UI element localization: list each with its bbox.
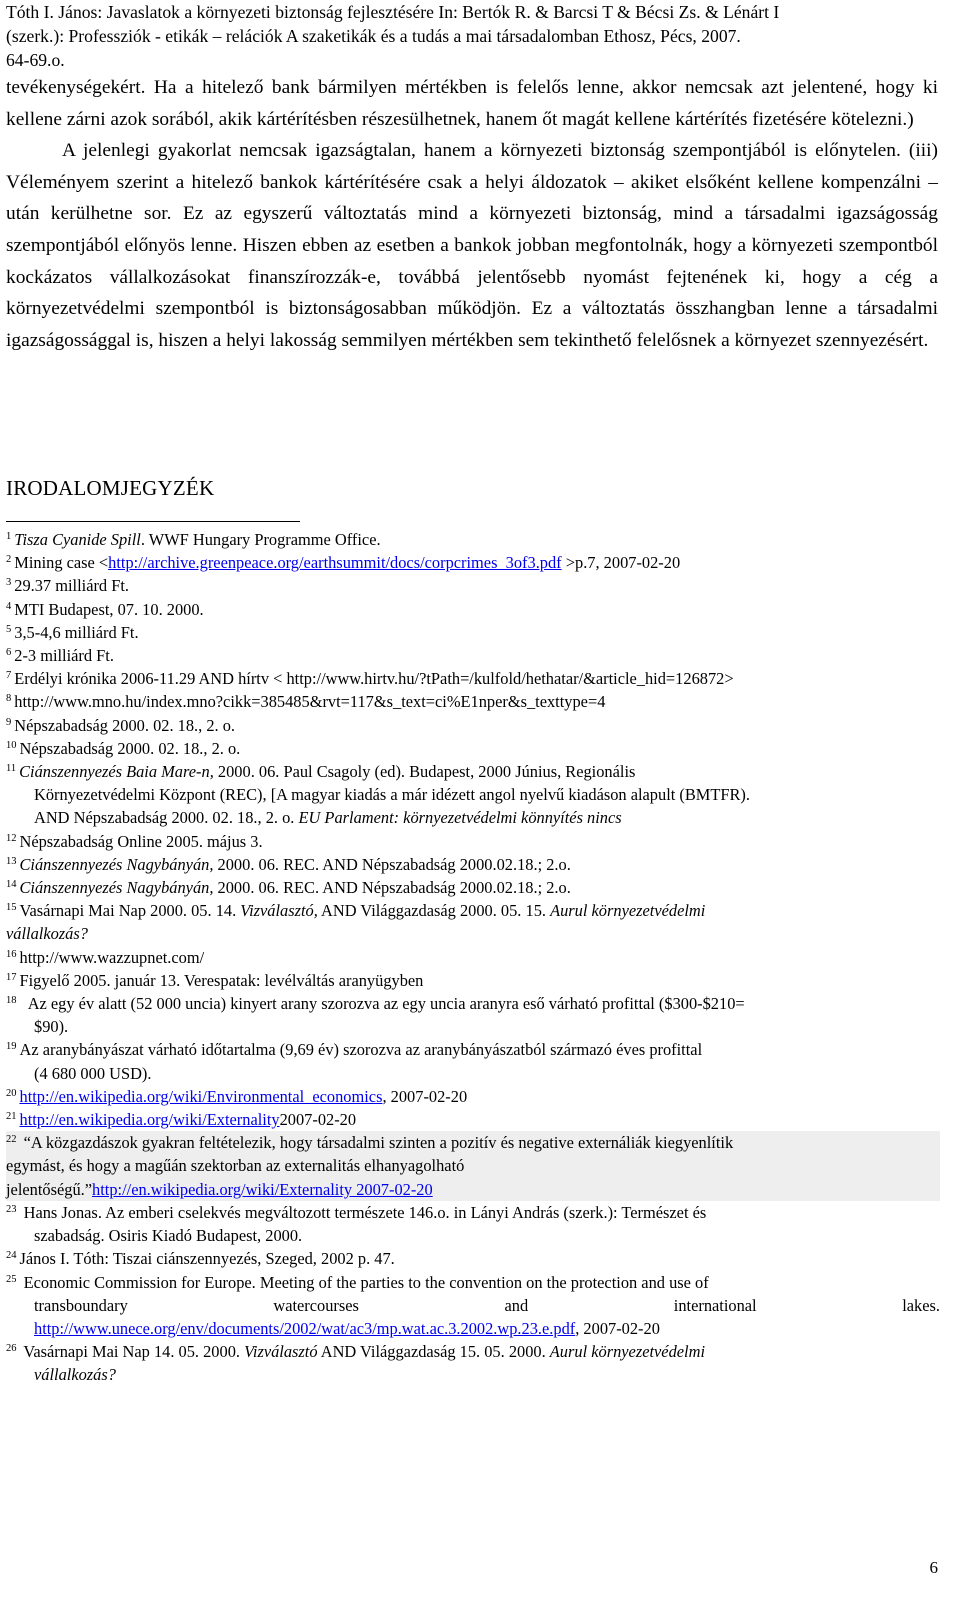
footnote-title: Ciánszennyezés Nagybányán, [19, 878, 214, 898]
footnote-text: jelentőségű.” [6, 1179, 93, 1199]
footnote [6, 551, 940, 574]
footnote-text: 2000. 06. REC. AND Népszabadság 2000.02.18.; 2.o. [213, 878, 571, 898]
footnote-number: 25 [6, 1273, 17, 1285]
footnote-text: . WWF Hungary Programme Office. [140, 530, 381, 549]
footnote-text: http://www.wazzupnet.com/ [19, 947, 205, 967]
footnote-number: 17 [6, 971, 17, 983]
footnote [6, 899, 940, 945]
footnote-text: 2000. 06. REC. AND Népszabadság 2000.02.18.; 2.o. [213, 854, 571, 874]
footnote [6, 1340, 940, 1386]
footnote-number: 11 [6, 763, 17, 775]
footnote-continuation: $90). [34, 1017, 69, 1037]
footnote-number: 23 [6, 1203, 17, 1215]
footnote-title: Vizválasztó, [240, 901, 318, 921]
footnote [6, 1038, 940, 1084]
page-number: 6 [929, 1558, 938, 1577]
footnote-number: 24 [6, 1250, 17, 1262]
footnote [6, 760, 940, 830]
footnote-title: vállalkozás? [34, 1365, 116, 1385]
footnote-link[interactable]: http://archive.greenpeace.org/earthsummit/docs/corpcrimes_3of3.pdf [108, 553, 562, 573]
footnote-text: 3,5-4,6 milliárd Ft. [14, 622, 139, 642]
footnote [6, 853, 940, 876]
footnote-text: Az egy év alatt (52 000 uncia) kinyert arany szorozva az egy uncia aranyra eső várható profittal ($300-$210= [27, 994, 745, 1014]
footnote-text: Mining case < [14, 553, 109, 573]
footnote [6, 830, 940, 853]
footnote [6, 876, 940, 899]
footnote [6, 690, 940, 713]
footnote-text: Az aranybányászat várható időtartalma (9,69 év) szorozva az aranybányászatból származó éves profittal [19, 1040, 703, 1060]
footnote-number: 14 [6, 879, 17, 891]
paragraph-2: A jelenlegi gyakorlat nemcsak igazságtalan, hanem a környezeti biztonság szempontjából is előnytelen. (iii) Véleményem szerint a hitelező bankok kártérítésére csak a helyi áldozatok – akiket elsőként kellene kompenzálni – után kerülhetne sor. Ez az egyszerű változtatás mind a környezeti biztonság, mind a társadalmi igazságosság szempontjából előnyös lenne. Hiszen ebben az esetben a bankok jobban megfontolnák, hogy a környezeti szempontból kockázatos vállalkozásokat finanszírozzák-e, továbbá jelentősebb nyomást fejtenének ki, hogy a cég a környezetvédelmi szempontból is biztonságosabban működjön. Ez a változtatás összhangban lenne a társadalmi igazságossággal is, hiszen a helyi lakosság semmilyen mértékben sem tekinthető felelősnek a környezet szennyezésért. [6, 140, 938, 351]
footnote-title: Vizválasztó [244, 1342, 318, 1362]
footnote-separator [6, 521, 300, 522]
footnote [6, 598, 940, 621]
footnote-text: Vasárnapi Mai Nap 14. 05. 2000. [23, 1342, 245, 1362]
footnote-text: AND Világgazdaság 2000. 05. 15. [317, 901, 551, 921]
footnote [6, 737, 940, 760]
footnote-number: 12 [6, 832, 17, 844]
footnote-link[interactable]: http://en.wikipedia.org/wiki/Environmental_economics [19, 1086, 383, 1106]
footnote-text: Hans Jonas. Az emberi cselekvés megváltozott természete 146.o. in Lányi András (szerk.): Természet és [23, 1202, 707, 1222]
section-title: IRODALOMJEGYZÉK [6, 476, 215, 500]
footnote-text: Népszabadság Online 2005. május 3. [19, 831, 263, 851]
footnote-number: 7 [6, 670, 12, 682]
footnote [6, 946, 940, 969]
footnote-text: AND Népszabadság 2000. 02. 18., 2. o. [34, 808, 299, 828]
footnote-text: Erdélyi krónika 2006-11.29 AND hírtv < http://www.hirtv.hu/?tPath=/kulfold/hethatar/&article_hid=126872> [14, 669, 734, 689]
footnote-number: 6 [6, 647, 12, 659]
footnote-text: 2000. 06. Paul Csagoly (ed). Budapest, 2000 Június, Regionális [213, 762, 636, 782]
footnote-number: 16 [6, 948, 17, 960]
footnote-text: >p.7, 2007-02-20 [561, 553, 681, 573]
body-text [6, 72, 938, 356]
footnote [6, 1247, 940, 1270]
footnote [6, 992, 940, 1038]
footnote-title: Aurul környezetvédelmi [550, 901, 706, 921]
footnote-text: 2007-02-20 [279, 1110, 357, 1130]
footnote [6, 1271, 940, 1341]
footnote-number: 21 [6, 1111, 17, 1123]
header-line-2: (szerk.): Professziók - etikák – relációk A szaketikák és a tudás a mai társadalomban Ethosz, Pécs, 2007. [6, 26, 741, 46]
footnote-continuation: (4 680 000 USD). [34, 1063, 152, 1083]
footnote-number: 1 [6, 531, 12, 542]
footnote-number: 2 [6, 554, 12, 566]
footnote-link[interactable]: http://en.wikipedia.org/wiki/Externality 2007-02-20 [92, 1179, 433, 1199]
footnote [6, 1108, 940, 1131]
footnote [6, 714, 940, 737]
footnote-continuation [6, 1363, 940, 1386]
footnote-title: Ciánszennyezés Baia Mare-n, [19, 762, 214, 782]
footnote-number: 4 [6, 600, 12, 612]
footnote-number: 26 [6, 1343, 17, 1355]
footnote-text: egymást, és hogy a magűán szektorban az externalitás elhanyagolható [6, 1156, 465, 1176]
footnote-title: EU Parlament: környezetvédelmi könnyítés nincs [298, 808, 622, 828]
footnote-text: Népszabadság 2000. 02. 18., 2. o. [19, 738, 241, 758]
footnote-continuation [6, 1317, 940, 1340]
footnote-number: 18 [6, 995, 17, 1007]
footnote-number: 13 [6, 855, 17, 867]
footnote-number: 3 [6, 577, 12, 589]
footnote [6, 528, 940, 551]
footnote-text: , 2007-02-20 [382, 1086, 468, 1106]
footnote-continuation: transboundary watercourses and international lakes. [34, 1295, 940, 1315]
footnote-text: , 2007-02-20 [575, 1318, 660, 1338]
footnote-number: 20 [6, 1087, 17, 1099]
footnote-title: Tisza Cyanide Spill [14, 530, 141, 549]
footnote-text: Népszabadság 2000. 02. 18., 2. o. [14, 715, 236, 735]
footnote-text: MTI Budapest, 07. 10. 2000. [14, 599, 204, 619]
footnote [6, 1131, 940, 1201]
footnote-number: 19 [6, 1041, 17, 1053]
footnote-continuation: Környezetvédelmi Központ (REC), [A magyar kiadás a már idézett angol nyelvű kiadáson alapult (BMTFR). [34, 785, 750, 805]
footnote-text: AND Világgazdaság 15. 05. 2000. [317, 1342, 550, 1362]
footnote-link[interactable]: http://www.unece.org/env/documents/2002/wat/ac3/mp.wat.ac.3.2002.wp.23.e.pdf [34, 1318, 576, 1338]
footnote-number: 8 [6, 693, 12, 705]
paragraph-1: tevékenységekért. Ha a hitelező bank bármilyen mértékben is felelős lenne, akkor nemcsak azt jelentené, hogy ki kellene zárni azok sorából, akik kártérítésben részesülhetnek, hanem őt magát kellene kártérítés fizetésére kötelezni.) [6, 77, 938, 130]
footnote-number: 15 [6, 902, 17, 914]
footnote-text: 29.37 milliárd Ft. [14, 576, 129, 596]
footnote-title: vállalkozás? [6, 924, 88, 944]
footnote-number: 22 [6, 1134, 17, 1146]
footnote-text: http://www.mno.hu/index.mno?cikk=385485&rvt=117&s_text=ci%E1nper&s_texttype=4 [14, 692, 606, 712]
header-line-1: Tóth I. János: Javaslatok a környezeti biztonság fejlesztésére In: Bertók R. & Barcsi T & Bécsi Zs. & Lénárt I [6, 2, 780, 22]
footnote-text: 2-3 milliárd Ft. [14, 646, 114, 666]
footnote-text: Vasárnapi Mai Nap 2000. 05. 14. [19, 901, 241, 921]
footnote [6, 1201, 940, 1247]
footnote [6, 574, 940, 597]
footnote-text: Economic Commission for Europe. Meeting of the parties to the convention on the protection and use of [23, 1272, 709, 1292]
citation-header [6, 0, 946, 72]
footnote-number: 10 [6, 739, 17, 751]
footnote-text: János I. Tóth: Tiszai ciánszennyezés, Szeged, 2002 p. 47. [19, 1249, 395, 1269]
footnote [6, 969, 940, 992]
footnote [6, 644, 940, 667]
footnote-number: 5 [6, 623, 12, 635]
footnote-continuation: szabadság. Osiris Kiadó Budapest, 2000. [34, 1226, 303, 1246]
footnote-continuation [6, 806, 940, 829]
footnote-number: 9 [6, 716, 12, 728]
footnote-text: “A közgazdászok gyakran feltételezik, hogy társadalmi szinten a pozitív és negative externáliák kiegyenlítik [23, 1133, 734, 1153]
footnote [6, 621, 940, 644]
footnote [6, 667, 940, 690]
footnote-link[interactable]: http://en.wikipedia.org/wiki/Externality [19, 1110, 280, 1130]
footnotes-list [6, 528, 940, 1387]
footnote-title: Ciánszennyezés Nagybányán, [19, 854, 214, 874]
footnote-title: Aurul környezetvédelmi [549, 1342, 705, 1362]
header-line-3: 64-69.o. [6, 50, 65, 70]
footnote-text: Figyelő 2005. január 13. Verespatak: levélváltás aranyügyben [19, 970, 424, 990]
footnote [6, 1085, 940, 1108]
